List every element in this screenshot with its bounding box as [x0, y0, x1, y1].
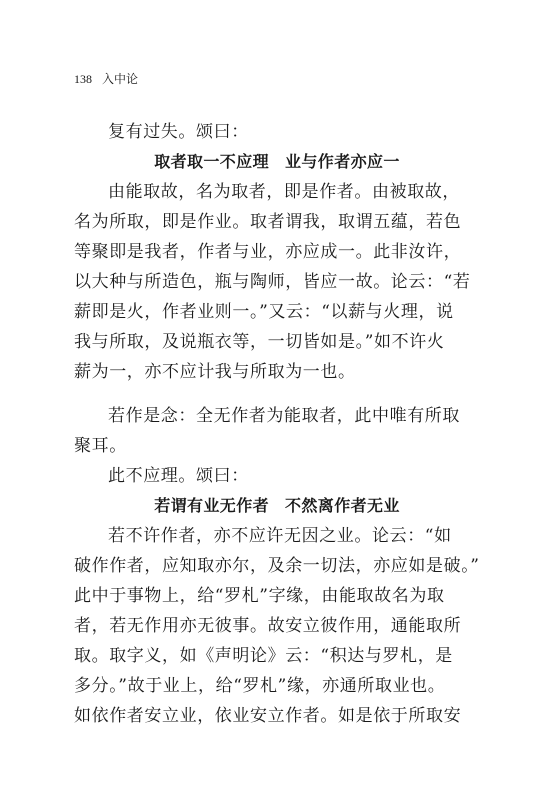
- paragraph-line: 复有过失。颂曰：: [108, 122, 249, 142]
- running-header: [74, 72, 138, 86]
- paragraph-line: 由能取故，名为取者，即是作者。由被取故，: [108, 182, 460, 202]
- paragraph-line: 此不应理。颂曰：: [108, 466, 249, 486]
- page-number: 138: [74, 72, 92, 86]
- paragraph-line: 我与所取，及说瓶衣等，一切皆如是。”如不许火: [74, 332, 445, 352]
- paragraph-line: 聚耳。: [74, 436, 127, 456]
- book-title: 入中论: [102, 72, 139, 86]
- verse-line-b: 业与作者亦应一: [285, 152, 400, 171]
- paragraph-line: 如依作者安立业，依业安立作者。如是依于所取安: [74, 706, 462, 726]
- paragraph-gap: [74, 387, 474, 401]
- paragraph-line: 此中于事物上，给“罗札”字缘，由能取故名为取: [74, 586, 445, 606]
- paragraph-line: 者，若无作用亦无彼事。故安立彼作用，通能取所: [74, 616, 462, 636]
- paragraph-line: 若不许作者，亦不应许无因之业。论云：“如: [108, 526, 452, 546]
- paragraph-line: 以大种与所造色，瓶与陶师，皆应一故。论云：“若: [74, 272, 471, 292]
- verse-line-a: 若谓有业无作者: [154, 496, 269, 515]
- paragraph-line: 薪即是火，作者业则一。”又云：“以薪与火理，说: [74, 302, 454, 322]
- paragraph-line: 薪为一，亦不应计我与所取为一也。: [74, 362, 356, 382]
- paragraph-line: 等聚即是我者，作者与业，亦应成一。此非汝许，: [74, 242, 462, 262]
- paragraph-line: 取。取字义，如《声明论》云：“积达与罗札，是: [74, 646, 453, 666]
- body-text: [74, 117, 480, 731]
- paragraph-line: 名为所取，即是作业。取者谓我，取谓五蕴，若色: [74, 212, 462, 232]
- verse-heading: [74, 147, 474, 177]
- paragraph-line: 若作是念：全无作者为能取者，此中唯有所取: [108, 406, 460, 426]
- paragraph-line: 多分。”故于业上，给“罗札”缘，亦通所取业也。: [74, 676, 446, 696]
- verse-line-a: 取者取一不应理: [154, 152, 269, 171]
- paragraph-line: 破作作者，应知取亦尔，及余一切法，亦应如是破。”: [74, 556, 480, 576]
- verse-heading: [74, 491, 474, 521]
- verse-line-b: 不然离作者无业: [285, 496, 400, 515]
